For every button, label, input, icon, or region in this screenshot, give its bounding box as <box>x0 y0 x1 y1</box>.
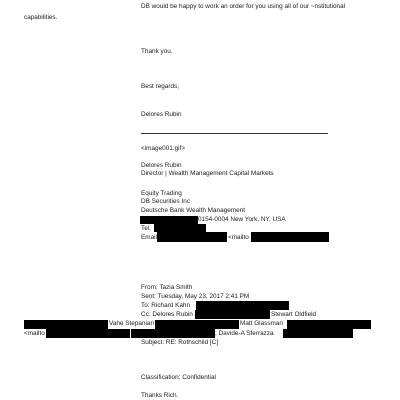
header-cc-stewart: Stewart Oldfield <box>271 311 317 318</box>
header-from: From: Tazia Smith <box>141 284 193 291</box>
redaction-block <box>287 320 371 329</box>
redaction-block <box>196 301 289 310</box>
header-subject: Subject: RE: Rothschild [C] <box>141 339 219 346</box>
signature-address: 0154-0004 New York, NY, USA <box>198 216 286 223</box>
closing-text: Best regards, <box>141 83 180 90</box>
redaction-block <box>154 224 206 232</box>
signature-name: Delores Rubin <box>141 162 182 169</box>
redaction-block <box>46 329 130 338</box>
header-cc-mailto: <mailto <box>24 330 45 337</box>
redaction-block <box>283 329 353 338</box>
signature-dept: Equity Trading <box>141 190 182 197</box>
intro-line-2: capabilities. <box>24 14 58 21</box>
redaction-block <box>155 320 239 329</box>
sender-name: Delores Rubin <box>141 111 182 118</box>
thank-you-text: Thank you. <box>141 48 173 55</box>
redaction-block <box>195 310 270 319</box>
thanks-rich-text: Thanks Rich. <box>141 392 179 399</box>
redaction-block <box>24 320 108 329</box>
image-placeholder: <image001.gif> <box>141 145 186 152</box>
intro-line-1: DB would be happy to work an order for you using all of our ~nstitutional <box>141 3 346 10</box>
redaction-block <box>131 329 215 338</box>
header-cc-vahe: Vahe Stepanian <box>109 320 155 327</box>
header-to: To: Richard Kahn <box>141 302 191 309</box>
signature-mailto: <mailto <box>228 234 249 241</box>
header-cc: Cc: Delores Rubin <box>141 311 193 318</box>
signature-company-2: Deutsche Bank Wealth Management <box>141 207 245 214</box>
signature-email-label: Email <box>141 234 157 241</box>
redaction-block <box>157 232 227 242</box>
header-cc-matt: Matt Glassman <box>240 320 283 327</box>
header-sent: Sent: Tuesday, May 23, 2017 2:41 PM <box>141 293 250 300</box>
signature-divider <box>141 133 328 134</box>
signature-company-1: DB Securities Inc <box>141 198 191 205</box>
signature-title: Director | Wealth Management Capital Markets <box>141 170 274 177</box>
classification-text: Classification: Confidential <box>141 374 216 381</box>
signature-tel-label: Tel. <box>141 225 151 232</box>
redaction-block <box>140 216 198 224</box>
redaction-block <box>251 232 329 242</box>
header-cc-davide: ; Davide-A Sferrazza <box>215 330 274 337</box>
